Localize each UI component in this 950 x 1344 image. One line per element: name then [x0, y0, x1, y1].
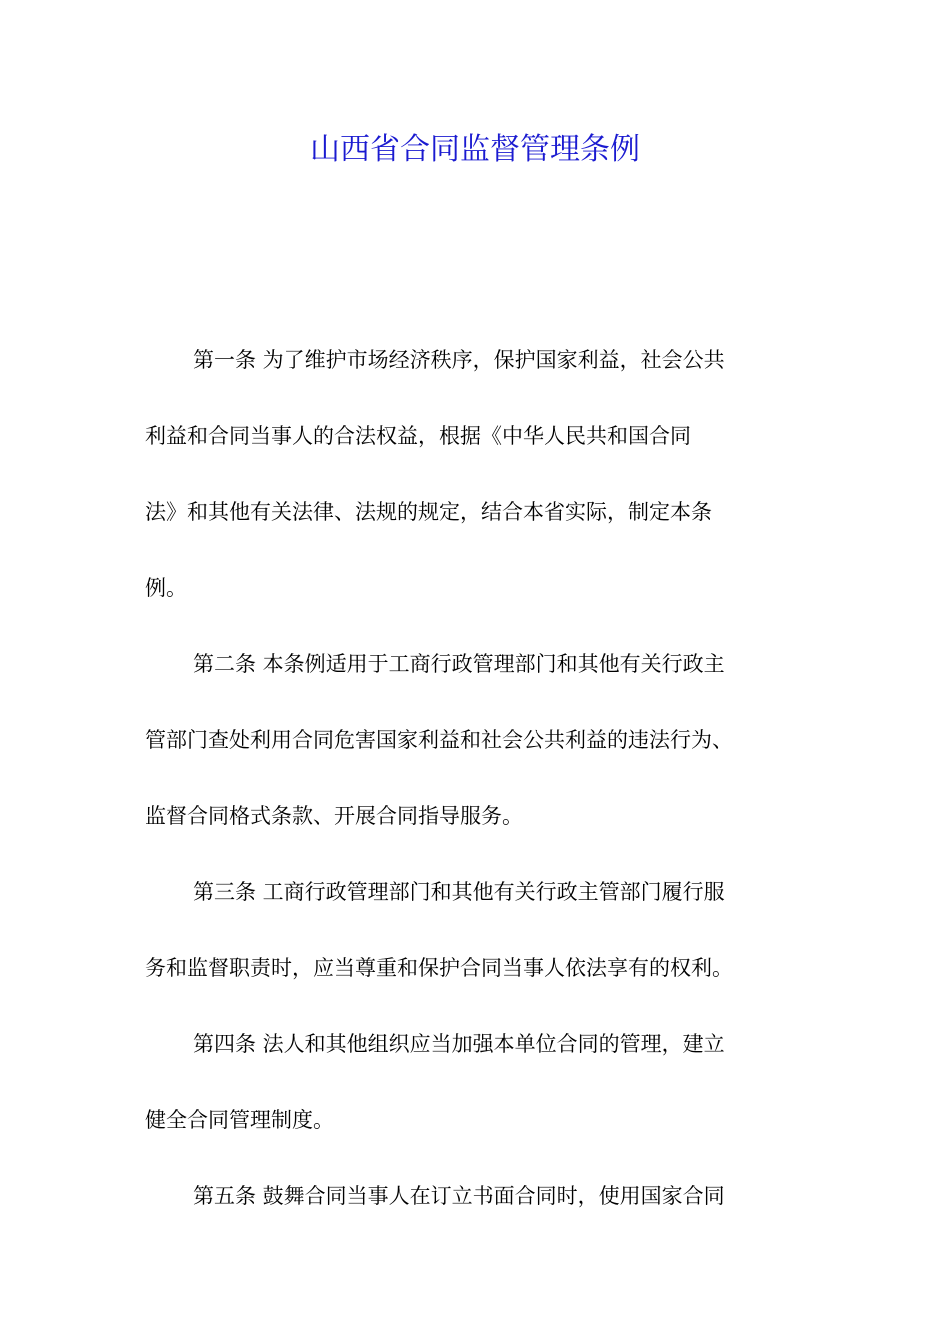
- document-body: [145, 341, 835, 1253]
- article-2: [145, 645, 835, 873]
- article-line: 健全合同管理制度。: [145, 1108, 334, 1132]
- article-3: [145, 873, 835, 1025]
- article-line: 第一条 为了维护市场经济秩序，保护国家利益，社会公共: [193, 348, 725, 372]
- article-line: 第三条 工商行政管理部门和其他有关行政主管部门履行服: [193, 880, 725, 904]
- article-line: 法》和其他有关法律、法规的规定，结合本省实际，制定本条: [145, 500, 712, 524]
- article-line: 第二条 本条例适用于工商行政管理部门和其他有关行政主: [193, 652, 725, 676]
- article-line: 利益和合同当事人的合法权益，根据《中华人民共和国合同: [145, 424, 691, 448]
- article-line: 第五条 鼓舞合同当事人在订立书面合同时，使用国家合同: [193, 1184, 725, 1208]
- article-5: [145, 1177, 835, 1253]
- document-title: 山西省合同监督管理条例: [310, 132, 640, 167]
- article-1: [145, 341, 835, 645]
- article-line: 务和监督职责时，应当尊重和保护合同当事人依法享有的权利。: [145, 956, 733, 980]
- article-line: 第四条 法人和其他组织应当加强本单位合同的管理，建立: [193, 1032, 725, 1056]
- article-line: 例。: [145, 576, 187, 600]
- article-line: 监督合同格式条款、开展合同指导服务。: [145, 804, 523, 828]
- article-4: [145, 1025, 835, 1177]
- article-line: 管部门查处利用合同危害国家利益和社会公共利益的违法行为、: [145, 728, 733, 752]
